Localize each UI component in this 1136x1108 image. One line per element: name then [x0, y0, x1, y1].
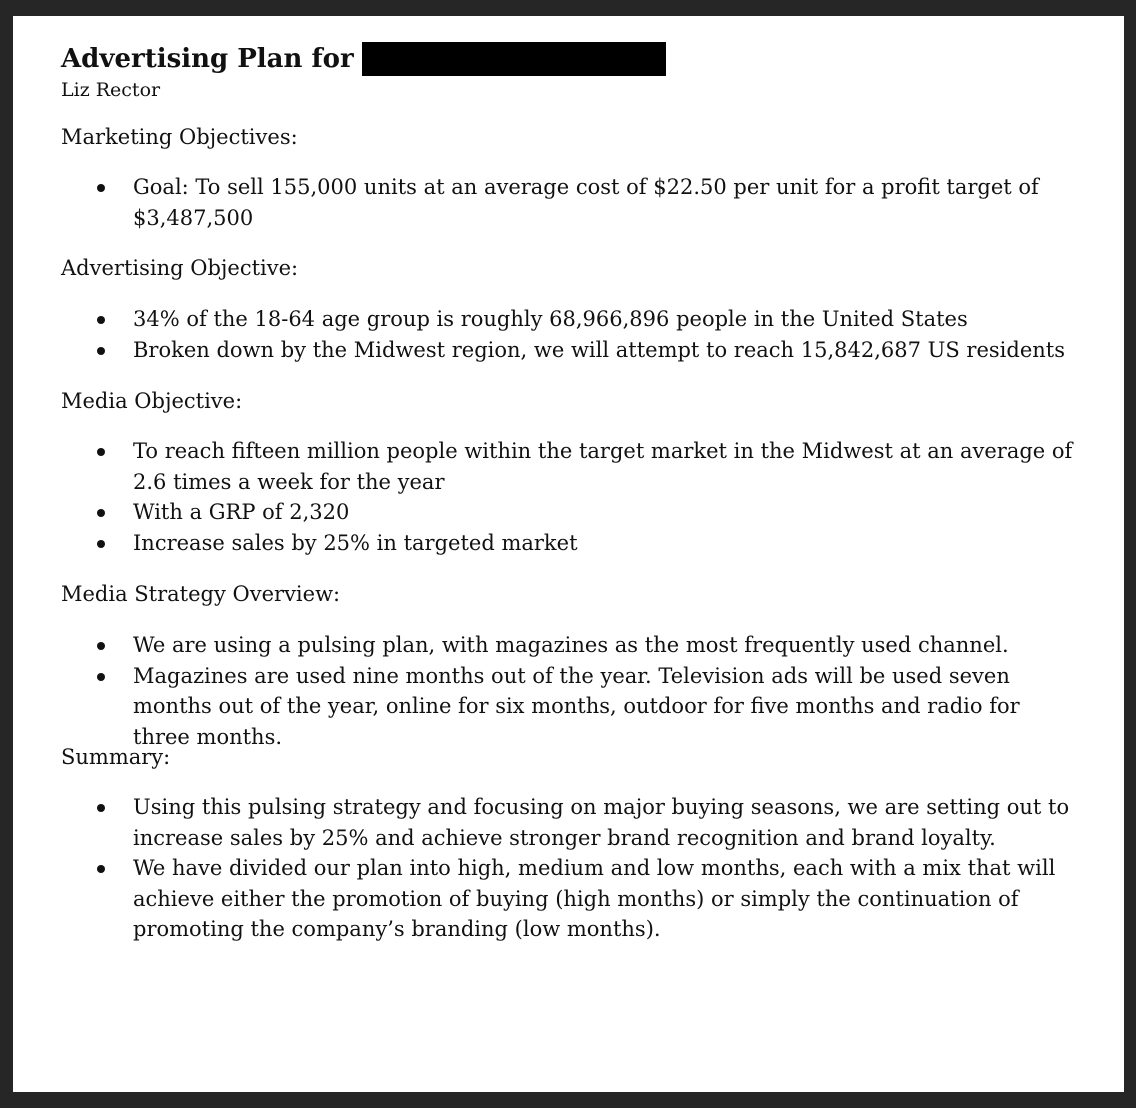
section-heading-summary: Summary: [61, 745, 171, 769]
bullet-dot-icon [97, 509, 105, 517]
bullet-text: We have divided our plan into high, medium and low months, each with a mix that will achieve either the promotion of buying (high months) or simply the continuation of promoting the company’s branding (low months). [133, 856, 1056, 941]
redaction-bar [362, 42, 666, 76]
bullet-item [13, 630, 1124, 661]
bullet-dot-icon [97, 865, 105, 873]
bullet-item [13, 792, 1124, 853]
bullet-item [13, 436, 1124, 497]
bullet-text: Increase sales by 25% in targeted market [133, 530, 578, 555]
bullet-item [13, 497, 1124, 528]
bullet-item [13, 335, 1124, 366]
bullet-list-media-objective [13, 436, 1124, 558]
bullet-text: Goal: To sell 155,000 units at an average cost of $22.50 per unit for a profit target of $3,487,500 [133, 175, 1039, 230]
bullet-item [13, 528, 1124, 559]
bullet-dot-icon [97, 347, 105, 355]
bullet-item [13, 172, 1124, 233]
bullet-item [13, 853, 1124, 945]
section-heading-marketing-objectives: Marketing Objectives: [61, 125, 298, 149]
author-name: Liz Rector [61, 79, 161, 101]
bullet-text: To reach fifteen million people within the target market in the Midwest at an average of 2.6 times a week for the year [133, 439, 1073, 494]
bullet-dot-icon [97, 540, 105, 548]
section-heading-advertising-objective: Advertising Objective: [61, 256, 299, 280]
bullet-dot-icon [97, 448, 105, 456]
bullet-text: Broken down by the Midwest region, we will attempt to reach 15,842,687 US residents [133, 337, 1065, 362]
bullet-list-media-strategy-overview [13, 630, 1124, 752]
bullet-dot-icon [97, 673, 105, 681]
bullet-item [13, 661, 1124, 753]
bullet-text: Using this pulsing strategy and focusing on major buying seasons, we are setting out to increase sales by 25% and achieve stronger brand recognition and brand loyalty. [133, 795, 1070, 850]
bullet-text: 34% of the 18-64 age group is roughly 68,966,896 people in the United States [133, 307, 968, 331]
bullet-dot-icon [97, 184, 105, 192]
document-title [61, 42, 666, 76]
section-heading-media-strategy-overview: Media Strategy Overview: [61, 582, 341, 606]
document-page [13, 16, 1124, 1092]
bullet-text: We are using a pulsing plan, with magazines as the most frequently used channel. [133, 633, 1009, 657]
bullet-text: With a GRP of 2,320 [133, 500, 350, 524]
bullet-list-summary [13, 792, 1124, 945]
section-heading-media-objective: Media Objective: [61, 389, 243, 413]
bullet-dot-icon [97, 804, 105, 812]
bullet-list-advertising-objective [13, 304, 1124, 365]
bullet-item [13, 304, 1124, 335]
bullet-dot-icon [97, 316, 105, 324]
document-title-text: Advertising Plan for [61, 44, 354, 74]
bullet-list-marketing-objectives [13, 172, 1124, 233]
bullet-dot-icon [97, 642, 105, 650]
bullet-text: Magazines are used nine months out of the year. Television ads will be used seven months out of the year, online for six months, outdoor for five months and radio for three months. [133, 663, 1020, 749]
